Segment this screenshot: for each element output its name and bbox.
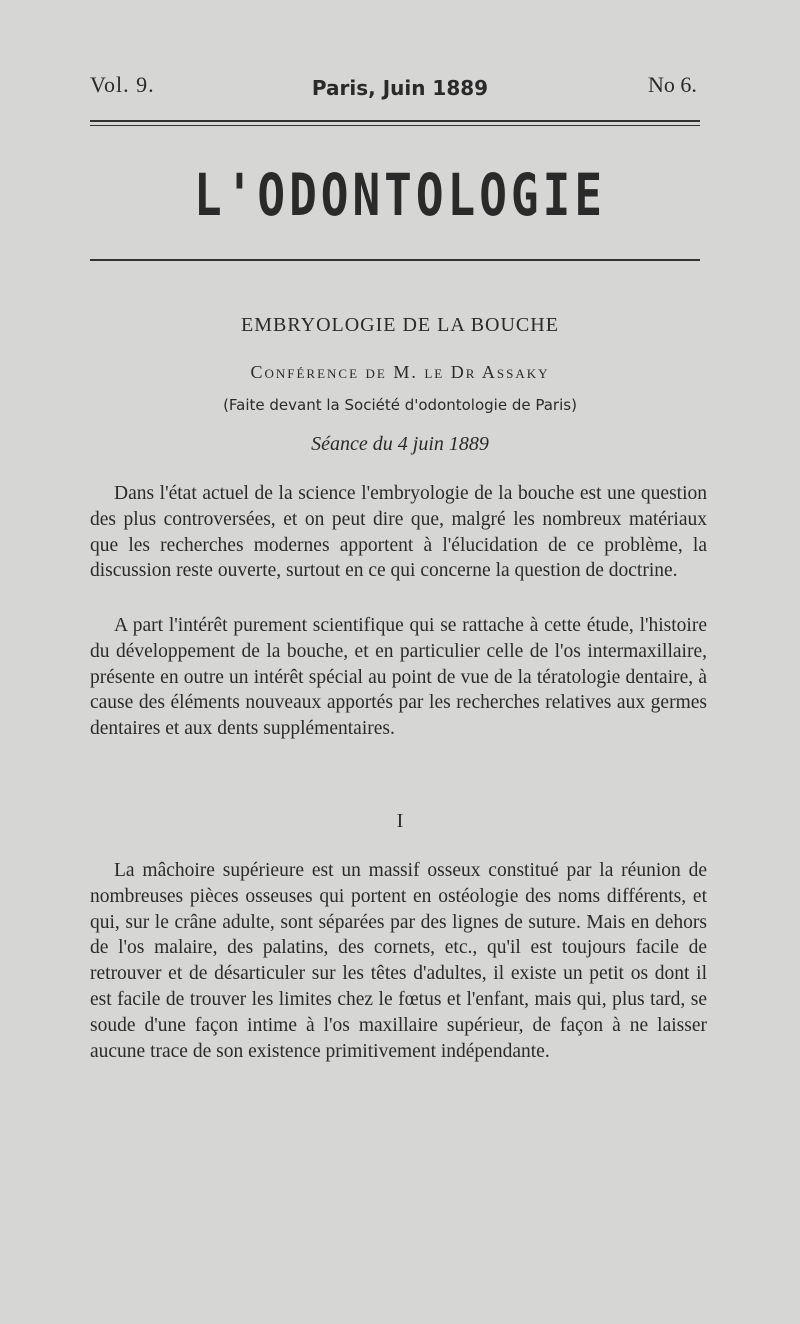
paragraph-text: La mâchoire supérieure est un massif osseux constitué par la réunion de nombreuses pièces osseuses qui portent en ostéologie des noms différents, et qui, sur le crâne adulte, sont séparées par des lignes de suture. Mais en dehors de l'os malaire, des palatins, des cornets, etc., qu'il est toujours facile de retrouver et de désarticuler sur les têtes d'adultes, il existe un petit os dont il est facile de trouver les limites chez le fœtus et l'enfant, mais qui, plus tard, se soude d'une façon intime à l'os maxillaire supérieur, de façon à ne laisser aucune trace de son existence primitivement indépendante.: [90, 860, 707, 1062]
paragraph-text: Dans l'état actuel de la science l'embryologie de la bouche est une question des plus controversées, et on peut dire que, malgré les nombreux matériaux que les recherches modernes apportent à l'élucidation de ce problème, la discussion reste ouverte, surtout en ce qui concerne la question de doctrine.: [90, 483, 707, 582]
paragraph: [90, 858, 707, 1064]
session-date: Séance du 4 juin 1889: [311, 433, 489, 455]
paragraph-text: A part l'intérêt purement scientifique qui se rattache à cette étude, l'histoire du développement de la bouche, et en particulier celle de l'os intermaxillaire, présente en outre un intérêt spécial au point de vue de la tératologie dentaire, à cause des éléments nouveaux apportés par les recherches relatives aux germes dentaires et aux dents supplémentaires.: [90, 615, 707, 740]
header-rule-thin: [90, 125, 700, 126]
volume-label: Vol. 9.: [90, 72, 155, 97]
header-rule-thick: [90, 120, 700, 122]
article-subtitle: Conférence de M. le Dr Assaky: [250, 362, 550, 382]
title-rule: [90, 259, 700, 261]
issue-number: No 6.: [648, 72, 697, 97]
place-date: Paris, Juin 1889: [311, 76, 489, 100]
article-venue: (Faite devant la Société d'odontologie de Paris): [223, 396, 577, 414]
article-title: EMBRYOLOGIE DE LA BOUCHE: [241, 314, 559, 336]
journal-title: L'ODONTOLOGIE: [193, 161, 607, 229]
paragraph: [90, 613, 707, 742]
paragraph: [90, 481, 707, 584]
section-heading: I: [396, 810, 404, 832]
